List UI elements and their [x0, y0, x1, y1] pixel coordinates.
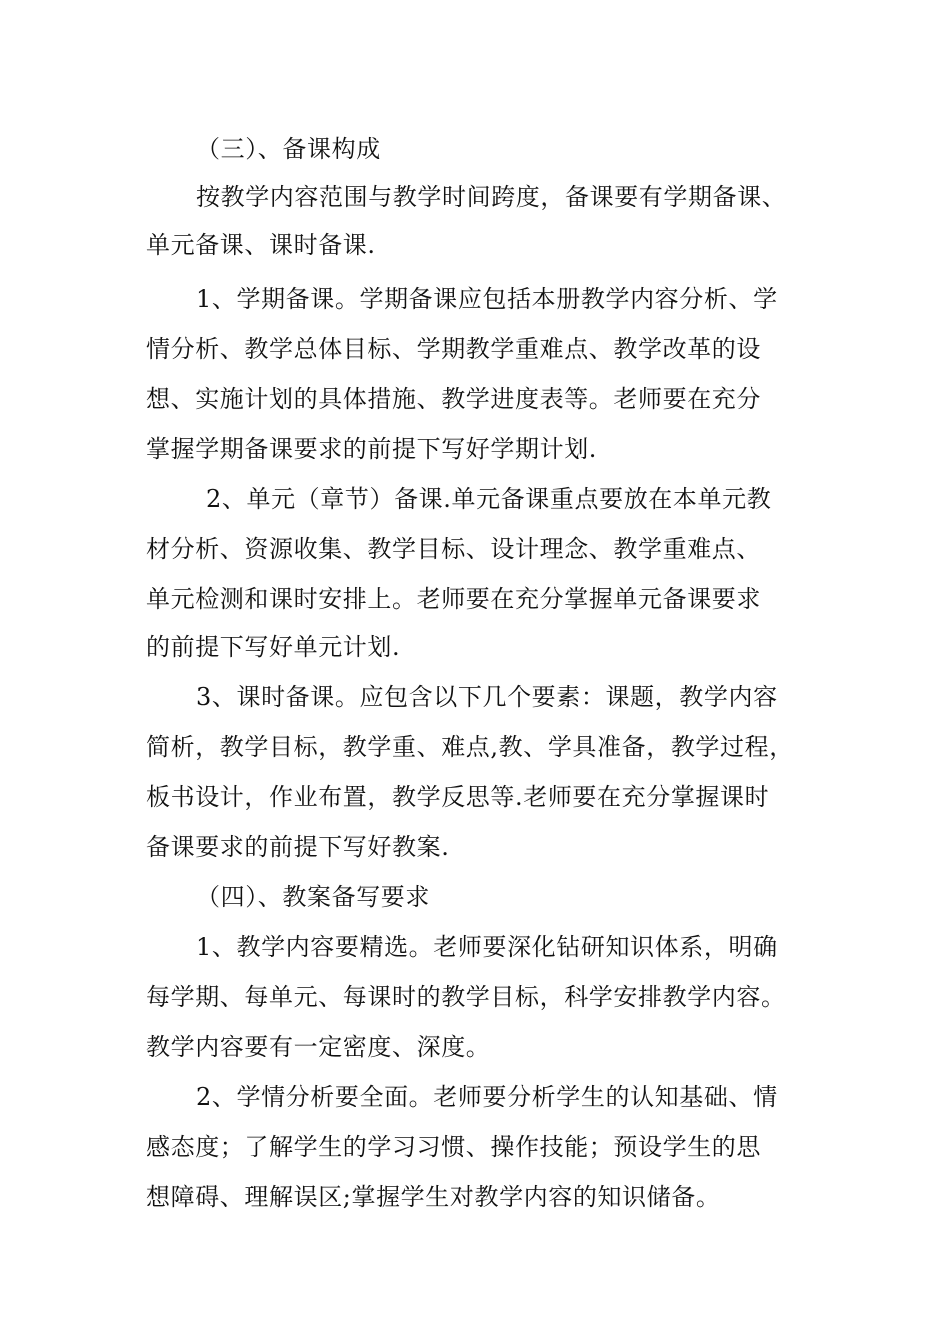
- section3-item2-line-2: 材分析、资源收集、教学目标、设计理念、教学重难点、: [146, 535, 761, 563]
- section3-item2-line-1: 2、单元（章节）备课.单元备课重点要放在本单元教: [206, 485, 772, 513]
- section3-item1-line-3: 想、实施计划的具体措施、教学进度表等。老师要在充分: [146, 385, 761, 413]
- section3-item1-line-1: 1、学期备课。学期备课应包括本册教学内容分析、学: [196, 285, 778, 313]
- section3-intro-line-2: 单元备课、课时备课.: [146, 231, 376, 259]
- section4-item2-line-2: 感态度；了解学生的学习习惯、操作技能；预设学生的思: [146, 1133, 761, 1161]
- section4-item1-line-1: 1、教学内容要精选。老师要深化钻研知识体系，明确: [196, 933, 778, 961]
- section3-item3-line-3: 板书设计，作业布置，教学反思等.老师要在充分掌握课时: [146, 783, 770, 811]
- section3-item1-line-4: 掌握学期备课要求的前提下写好学期计划.: [146, 435, 598, 463]
- section4-item2-line-1: 2、学情分析要全面。老师要分析学生的认知基础、情: [196, 1083, 778, 1111]
- section3-item3-line-2: 简析，教学目标，教学重、难点,教、学具准备，教学过程，: [146, 733, 794, 761]
- section3-intro-line-1: 按教学内容范围与教学时间跨度，备课要有学期备课、: [196, 183, 787, 211]
- section4-item2-line-3: 想障碍、理解误区;掌握学生对教学内容的知识储备。: [146, 1183, 721, 1211]
- section3-item2-line-3: 单元检测和课时安排上。老师要在充分掌握单元备课要求: [146, 585, 761, 613]
- section3-item2-line-4: 的前提下写好单元计划.: [146, 633, 401, 661]
- section3-item3-line-1: 3、课时备课。应包含以下几个要素：课题，教学内容: [196, 683, 778, 711]
- section3-item3-line-4: 备课要求的前提下写好教案.: [146, 833, 450, 861]
- section4-heading: （四）、教案备写要求: [196, 883, 430, 911]
- section3-heading: （三）、备课构成: [196, 135, 381, 163]
- section4-item1-line-3: 教学内容要有一定密度、深度。: [146, 1033, 491, 1061]
- section4-item1-line-2: 每学期、每单元、每课时的教学目标，科学安排教学内容。: [146, 983, 786, 1011]
- section3-item1-line-2: 情分析、教学总体目标、学期教学重难点、教学改革的设: [146, 335, 761, 363]
